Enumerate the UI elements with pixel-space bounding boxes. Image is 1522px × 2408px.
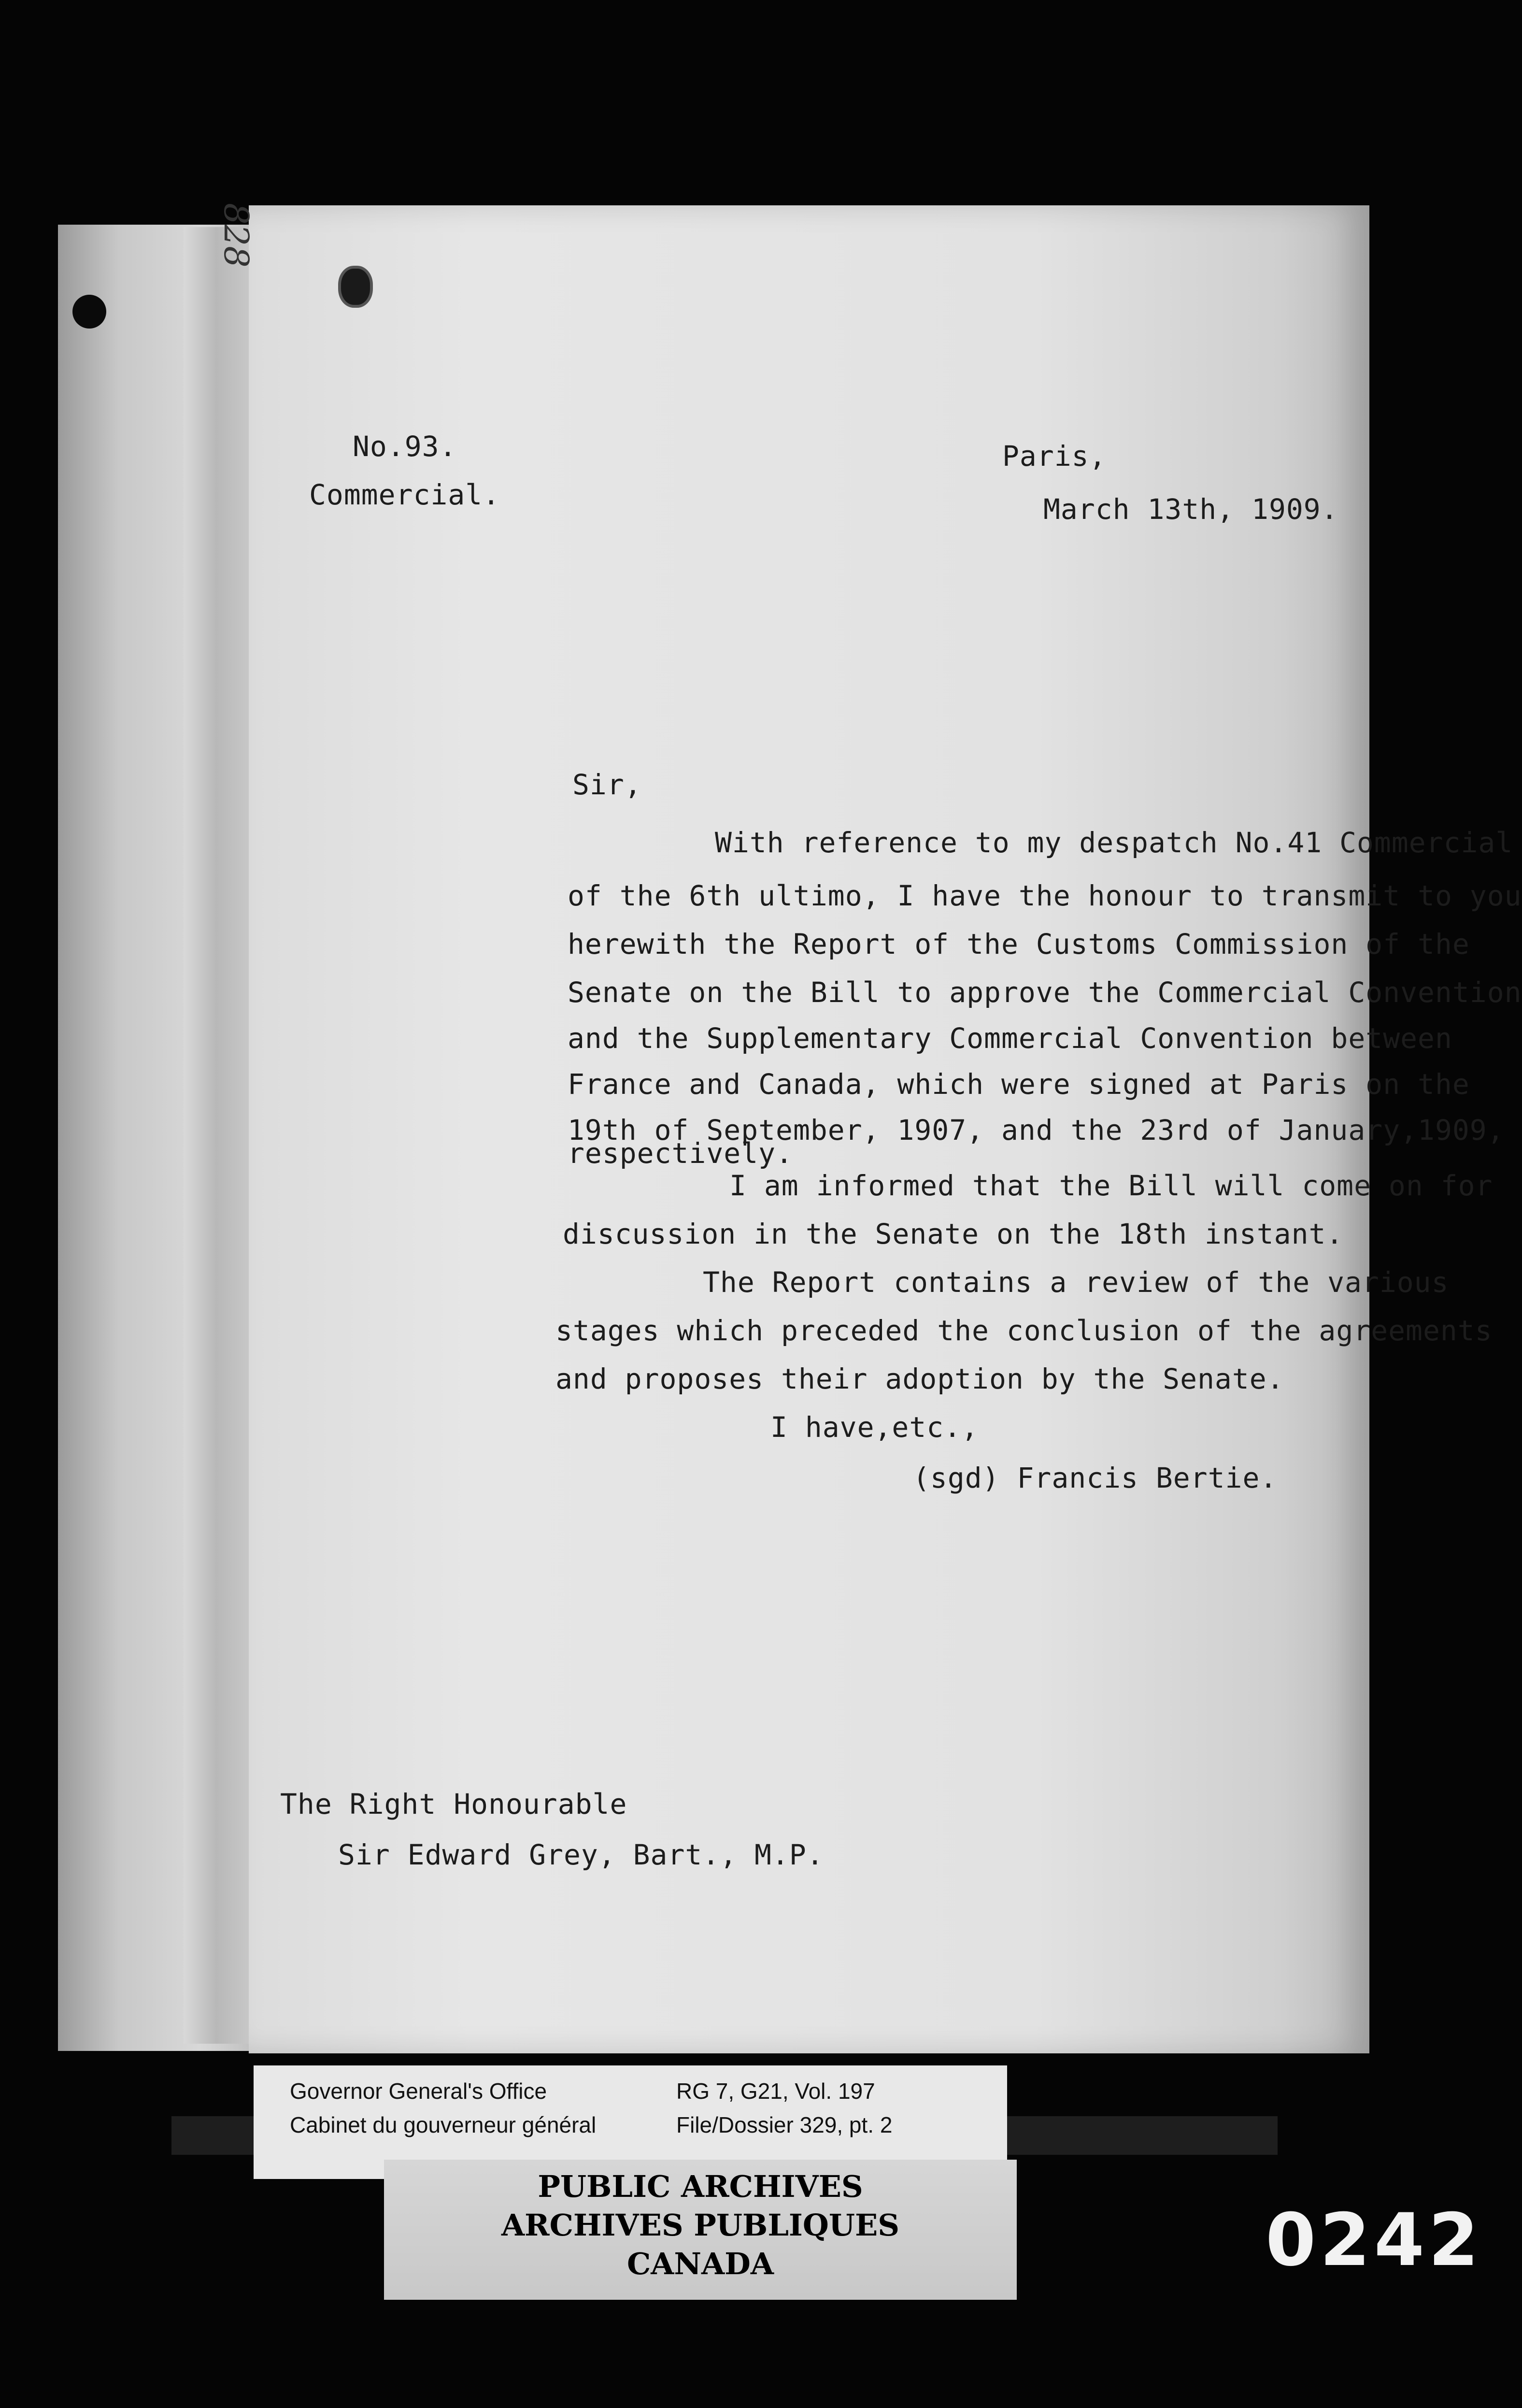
body-line-1: With reference to my despatch No.41 Commercial: [715, 826, 1513, 859]
body-line-3: herewith the Report of the Customs Commission of the: [568, 928, 1470, 960]
body-line-7: 19th of September, 1907, and the 23rd of January,1909,: [568, 1114, 1505, 1147]
closing: I have,etc.,: [770, 1411, 979, 1444]
ink-blot: [338, 266, 373, 308]
salutation: Sir,: [572, 768, 642, 801]
body-line-9: I am informed that the Bill will come on for: [729, 1169, 1493, 1202]
body-line-5: and the Supplementary Commercial Convention between: [568, 1022, 1452, 1055]
despatch-number: No.93.: [353, 430, 457, 463]
stamp-line-1: PUBLIC ARCHIVES: [538, 2169, 863, 2204]
body-line-8: respectively.: [568, 1137, 793, 1170]
body-line-11: The Report contains a review of the various: [703, 1266, 1449, 1299]
stamp-line-3: CANADA: [626, 2246, 774, 2281]
office-english: Governor General's Office: [290, 2078, 547, 2104]
despatch-category: Commercial.: [309, 478, 500, 511]
body-line-2: of the 6th ultimo, I have the honour to transmit to you: [568, 879, 1522, 912]
addressee-line-1: The Right Honourable: [280, 1788, 627, 1820]
archive-file: File/Dossier 329, pt. 2: [676, 2112, 893, 2137]
stamp-line-2: ARCHIVES PUBLIQUES: [501, 2207, 900, 2243]
body-line-4: Senate on the Bill to approve the Commercial Convention: [568, 976, 1522, 1009]
body-line-12: stages which preceded the conclusion of the agreements: [555, 1314, 1493, 1347]
addressee-line-2: Sir Edward Grey, Bart., M.P.: [338, 1838, 824, 1871]
archive-reference: RG 7, G21, Vol. 197: [676, 2078, 875, 2104]
folio-mark: 828: [216, 203, 256, 268]
body-line-13: and proposes their adoption by the Senate.: [555, 1362, 1284, 1395]
office-french: Cabinet du gouverneur général: [290, 2112, 597, 2137]
body-line-6: France and Canada, which were signed at Paris on the: [568, 1068, 1470, 1101]
signature: (sgd) Francis Bertie.: [913, 1462, 1278, 1494]
body-line-10: discussion in the Senate on the 18th instant.: [563, 1218, 1344, 1250]
place: Paris,: [1002, 440, 1107, 473]
frame-number: 0242: [1266, 2198, 1483, 2282]
date: March 13th, 1909.: [1043, 493, 1338, 526]
punch-hole: [72, 295, 106, 329]
